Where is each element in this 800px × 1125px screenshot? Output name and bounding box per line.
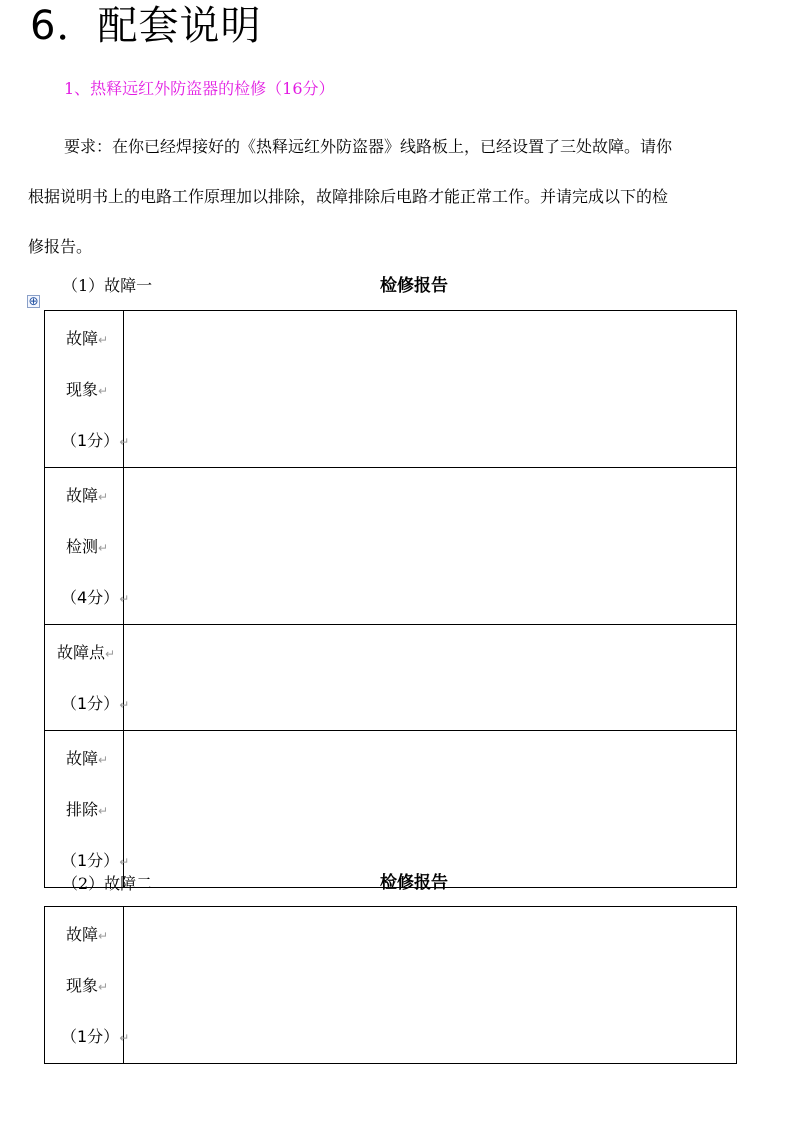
row-label-cell xyxy=(45,907,130,1064)
paragraph-mark-icon: ↵ xyxy=(119,855,130,869)
report2-title: 检修报告 xyxy=(380,873,448,893)
paragraph-mark-icon: ↵ xyxy=(98,490,109,504)
row-content-cell[interactable] xyxy=(124,731,737,888)
paragraph-mark-icon: ↵ xyxy=(98,980,109,994)
paragraph-mark-icon: ↵ xyxy=(98,384,109,398)
report-row xyxy=(45,625,737,731)
row-label-line: 故障↵ xyxy=(66,329,109,348)
report-row xyxy=(45,311,737,468)
paragraph-mark-icon: ↵ xyxy=(98,541,109,555)
report2-table xyxy=(44,906,737,1064)
paragraph-mark-icon: ↵ xyxy=(98,753,109,767)
row-label-cell xyxy=(45,311,130,468)
paragraph-mark-icon: ↵ xyxy=(119,592,130,606)
row-label-line: （1分）↵ xyxy=(61,851,130,870)
row-label-line: 故障↵ xyxy=(66,925,109,944)
report-row xyxy=(45,731,737,888)
requirement-paragraph xyxy=(28,122,770,272)
paragraph-mark-icon: ↵ xyxy=(98,804,109,818)
row-label-cell xyxy=(45,731,130,888)
row-label-cell xyxy=(45,468,130,625)
row-label-line: 排除↵ xyxy=(66,800,109,819)
section-subheading: 1、热释远红外防盗器的检修（16分） xyxy=(64,79,335,98)
paragraph-line: 根据说明书上的电路工作原理加以排除，故障排除后电路才能正常工作。并请完成以下的检 xyxy=(28,187,669,206)
row-label-line: （1分）↵ xyxy=(61,1027,130,1046)
row-label-line: 检测↵ xyxy=(66,537,109,556)
row-label-line: 现象↵ xyxy=(66,380,109,399)
report1-label: （1）故障一 xyxy=(62,276,153,295)
paragraph-mark-icon: ↵ xyxy=(119,435,130,449)
paragraph-line: 要求：在你已经焊接好的《热释远红外防盗器》线路板上，已经设置了三处故障。请你 xyxy=(64,137,673,156)
row-content-cell[interactable] xyxy=(124,907,737,1064)
paragraph-mark-icon: ↵ xyxy=(98,929,109,943)
row-label-line: （4分）↵ xyxy=(61,588,130,607)
paragraph-mark-icon: ↵ xyxy=(119,698,130,712)
row-content-cell[interactable] xyxy=(124,468,737,625)
report1-table xyxy=(44,310,737,888)
row-label-line: （1分）↵ xyxy=(61,694,130,713)
row-label-line: 故障点↵ xyxy=(57,643,116,662)
report-row xyxy=(45,468,737,625)
row-content-cell[interactable] xyxy=(124,311,737,468)
paragraph-line: 修报告。 xyxy=(28,237,93,256)
row-label-line: 故障↵ xyxy=(66,486,109,505)
report2-label: （2）故障二 xyxy=(62,874,153,893)
row-label-cell xyxy=(45,625,130,731)
row-label-line: 故障↵ xyxy=(66,749,109,768)
report-row xyxy=(45,907,737,1064)
paragraph-mark-icon: ↵ xyxy=(98,333,109,347)
row-label-line: 现象↵ xyxy=(66,976,109,995)
report1-title: 检修报告 xyxy=(380,276,448,296)
row-label-line: （1分）↵ xyxy=(61,431,130,450)
table-move-handle-icon[interactable]: ⊕ xyxy=(28,294,39,308)
paragraph-mark-icon: ↵ xyxy=(105,647,116,661)
document-heading: 6．配套说明 xyxy=(30,3,262,49)
row-content-cell[interactable] xyxy=(124,625,737,731)
paragraph-mark-icon: ↵ xyxy=(119,1031,130,1045)
